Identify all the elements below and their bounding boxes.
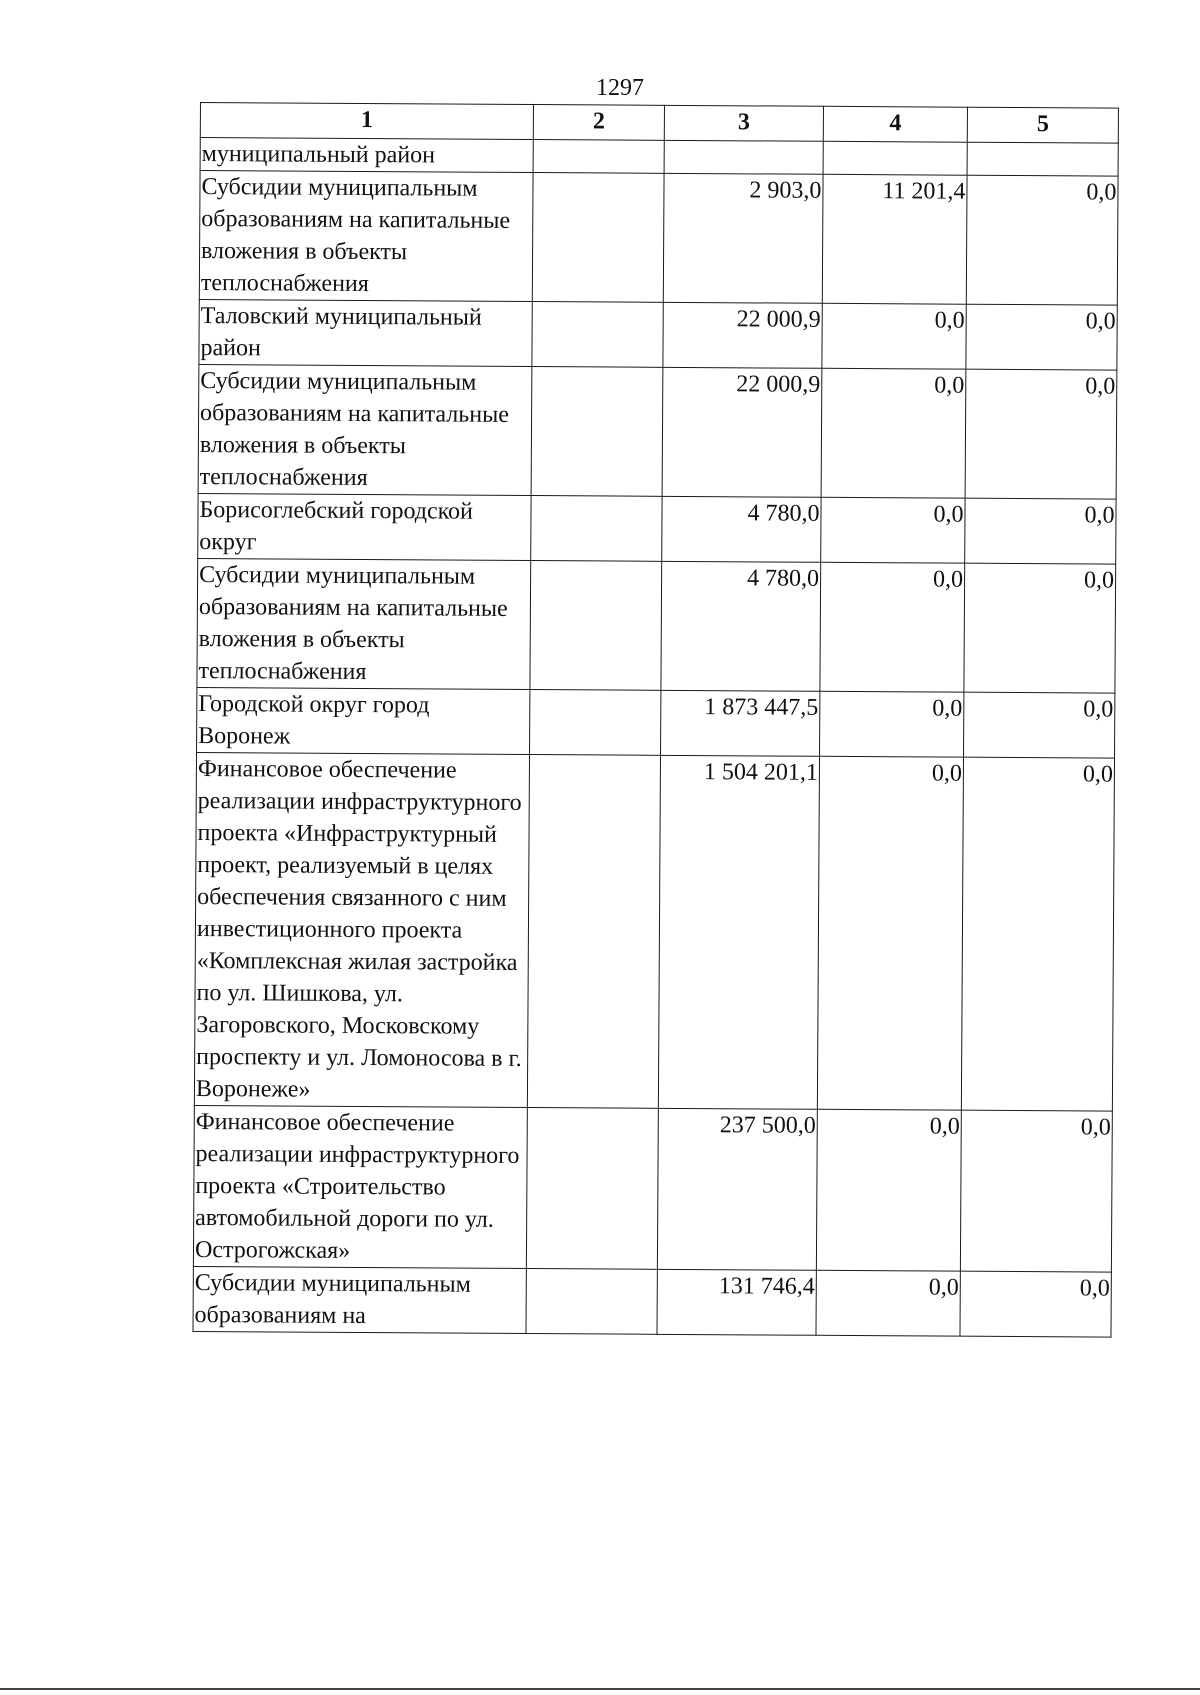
- row-name: муниципальный район: [200, 138, 533, 173]
- row-col-2: [530, 561, 662, 691]
- table-row: [194, 752, 1114, 1111]
- row-col-3: [664, 140, 823, 174]
- table-row: [199, 171, 1118, 306]
- row-col-4: 0,0: [820, 562, 965, 692]
- table-row: [198, 493, 1116, 564]
- table-row: [199, 299, 1117, 370]
- row-col-5: 0,0: [964, 692, 1115, 758]
- table-row: [197, 687, 1115, 758]
- row-col-2: [531, 496, 662, 562]
- column-header-4: 4: [823, 106, 967, 142]
- row-col-3: 1 873 447,5: [661, 690, 820, 756]
- row-col-5: 0,0: [965, 498, 1116, 564]
- column-header-5: 5: [967, 107, 1118, 143]
- table-row: [198, 364, 1117, 499]
- row-col-4: 0,0: [816, 1109, 961, 1271]
- row-col-5: 0,0: [966, 175, 1118, 305]
- row-col-5: 0,0: [966, 304, 1117, 370]
- row-col-3: 2 903,0: [663, 173, 823, 303]
- table-row: [193, 1105, 1112, 1272]
- row-name: Борисоглебский городской округ: [198, 493, 531, 560]
- row-col-2: [532, 173, 664, 303]
- budget-table: [192, 102, 1118, 1338]
- row-col-4: 0,0: [822, 303, 966, 369]
- row-col-3: 237 500,0: [657, 1108, 817, 1270]
- row-col-3: 4 780,0: [661, 561, 821, 691]
- row-col-3: 1 504 201,1: [658, 755, 819, 1109]
- row-col-4: 0,0: [821, 368, 966, 498]
- row-name: Городской округ город Воронеж: [197, 687, 530, 754]
- row-col-3: 4 780,0: [662, 496, 821, 562]
- row-col-2: [527, 755, 660, 1109]
- row-col-3: 22 000,9: [662, 367, 822, 497]
- row-col-4: 0,0: [820, 691, 964, 757]
- column-header-3: 3: [664, 105, 823, 141]
- row-name: Финансовое обеспечение реализации инфраструктурного проекта «Инфраструктурный проект, реализуемый в целях обеспечения связанного с ним инвестиционного проекта «Комплексная жилая застройка по ул. Шишкова, ул. Загоровского, Московскому проспекту и ул. Ломоносова в г. Воронеже»: [194, 752, 529, 1107]
- column-header-1: 1: [200, 103, 533, 140]
- row-col-2: [526, 1108, 658, 1270]
- row-name: Таловский муниципальный район: [199, 299, 532, 366]
- row-name: Субсидии муниципальным образованиям на капитальные вложения в объекты теплоснабжения: [199, 171, 533, 302]
- row-col-4: 0,0: [816, 1270, 960, 1336]
- row-col-5: 0,0: [964, 563, 1116, 693]
- row-col-2: [533, 140, 664, 174]
- row-col-5: 0,0: [961, 757, 1114, 1111]
- table-row: [200, 138, 1118, 177]
- row-col-4: 0,0: [821, 497, 965, 563]
- table-row: [197, 558, 1116, 693]
- row-col-2: [526, 1269, 657, 1335]
- row-col-4: [823, 141, 967, 175]
- row-col-3: 22 000,9: [663, 302, 822, 368]
- row-name: Субсидии муниципальным образованиям на капитальные вложения в объекты теплоснабжения: [198, 364, 532, 495]
- row-col-2: [531, 367, 663, 497]
- row-col-2: [532, 302, 663, 368]
- row-col-3: 131 746,4: [657, 1269, 816, 1335]
- row-col-2: [530, 690, 661, 756]
- row-col-5: 0,0: [965, 369, 1117, 499]
- table-header-row: [200, 103, 1118, 144]
- column-header-2: 2: [533, 105, 664, 141]
- row-col-5: 0,0: [960, 1271, 1111, 1337]
- row-name: Субсидии муниципальным образованиям на капитальные вложения в объекты теплоснабжения: [197, 558, 531, 689]
- row-col-5: 0,0: [960, 1110, 1112, 1272]
- row-col-5: [967, 142, 1118, 176]
- scan-edge-line: [0, 1688, 1200, 1690]
- page-number: 1297: [596, 75, 644, 101]
- table-row: [193, 1266, 1111, 1337]
- row-col-4: 11 201,4: [822, 174, 967, 304]
- row-name: Субсидии муниципальным образованиям на: [193, 1266, 526, 1333]
- row-col-4: 0,0: [817, 756, 963, 1110]
- row-name: Финансовое обеспечение реализации инфраструктурного проекта «Строительство автомобильной дороги по ул. Острогожская»: [193, 1105, 527, 1268]
